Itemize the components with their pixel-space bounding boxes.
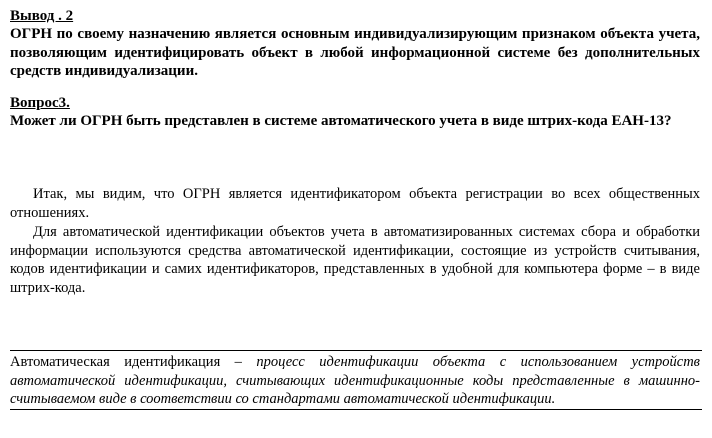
question-text: Может ли ОГРН быть представлен в системе автоматического учета в виде штрих-кода ЕАН-13? [10, 113, 672, 129]
question-title: Вопрос3. [10, 95, 70, 111]
definition-text: процесс идентификации объекта с использованием устройств автоматической идентификации, считывающих идентификационные коды представленные в машинно-считываемом виде в соответствии со стандартами автоматической идентификации. [10, 354, 700, 407]
conclusion-text: ОГРН по своему назначению является основным индивидуализирующим признаком объекта учета, позволяющим идентифицировать объект в любой информационной системе без дополнительных средств индивидуализации. [10, 26, 700, 79]
conclusion-title: Вывод . 2 [10, 8, 74, 24]
body-paragraph-1: Итак, мы видим, что ОГРН является идентификатором объекта регистрации во всех общественных отношениях. [10, 186, 700, 221]
definition-term: Автоматическая идентификация – [10, 354, 257, 370]
definition-top-rule [10, 350, 702, 351]
body-paragraph-2: Для автоматической идентификации объектов учета в автоматизированных системах сбора и обработки информации используются средства автоматической идентификации, состоящие из устройств считывания, кодов идентификации и самих идентификаторов, представленных в удобной для компьютера форме – в виде штрих-кода. [10, 224, 700, 297]
definition-block [10, 353, 700, 409]
definition-bottom-rule [10, 409, 702, 410]
